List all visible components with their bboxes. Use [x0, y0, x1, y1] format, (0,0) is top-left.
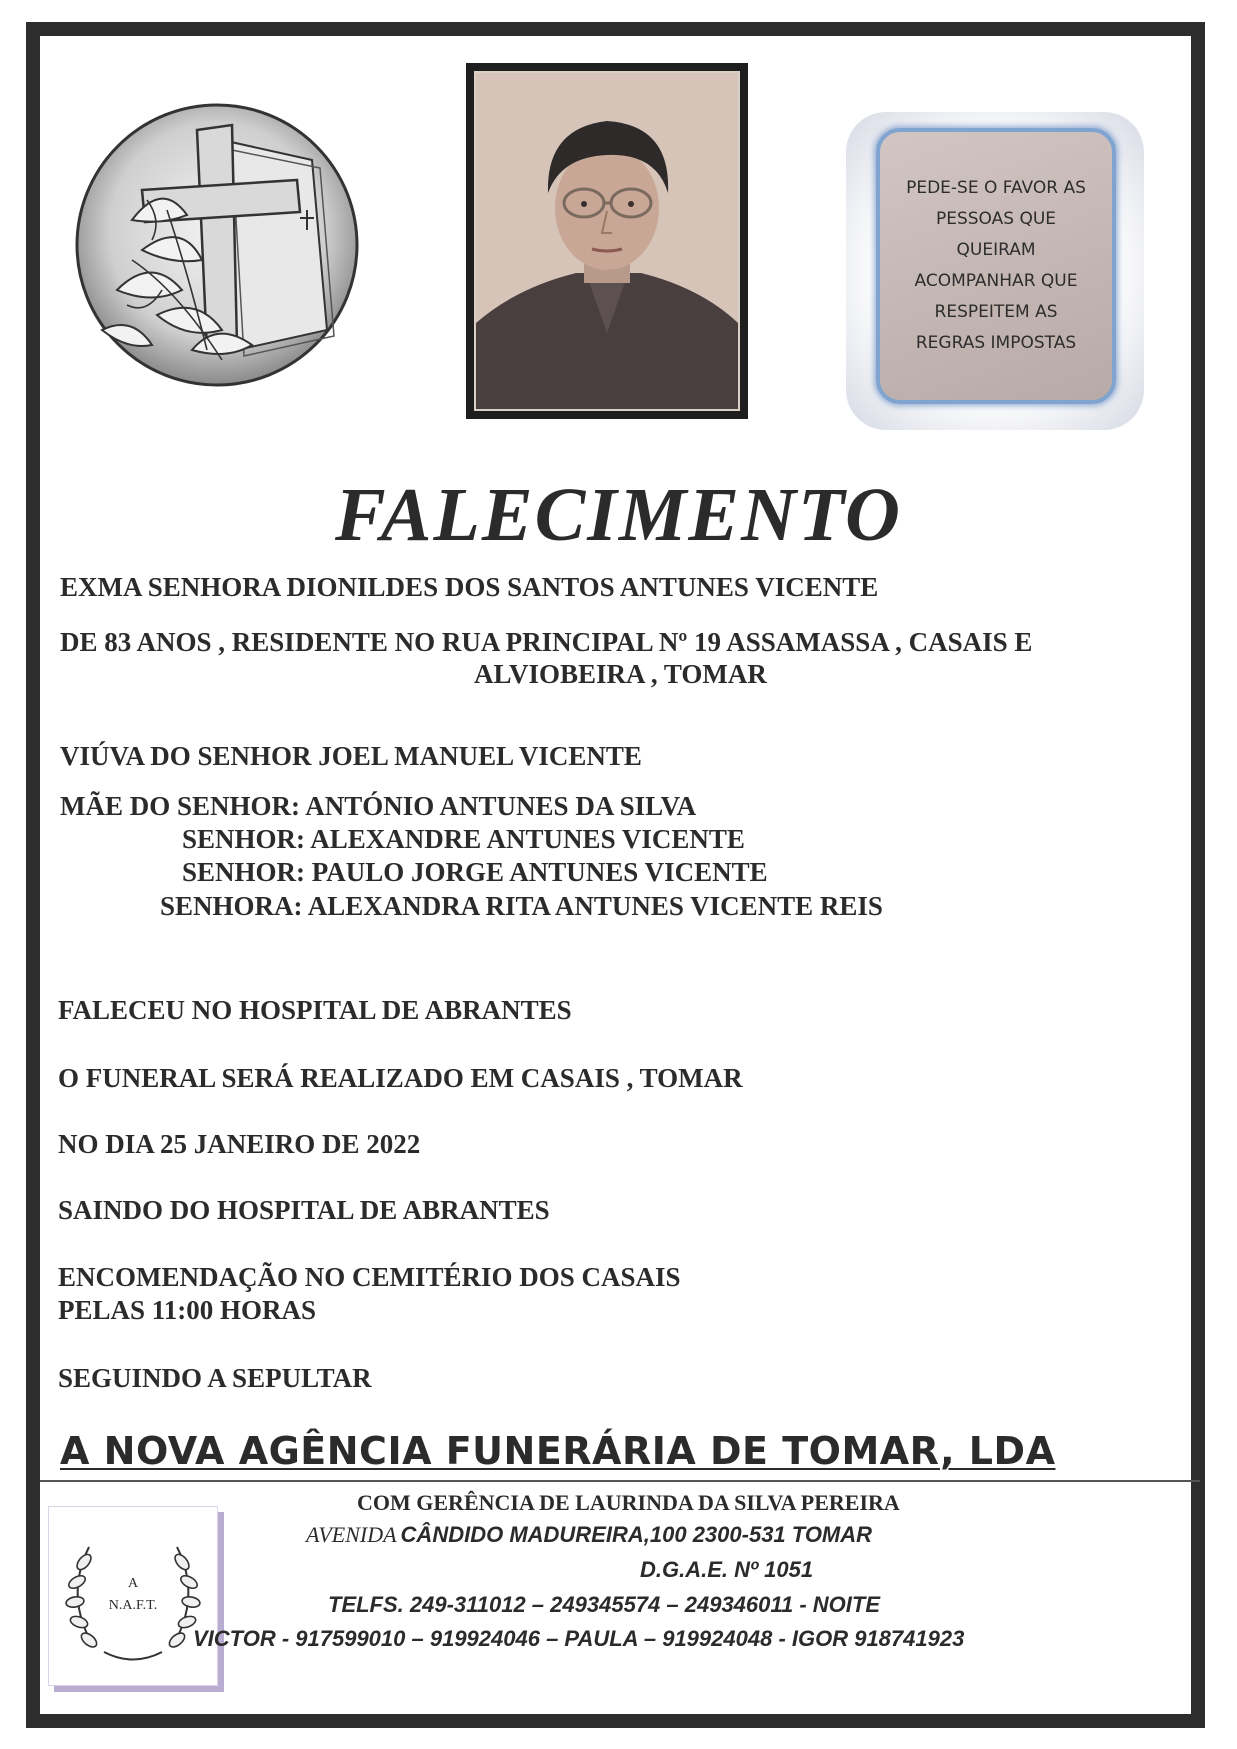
child-line: SENHOR: PAULO JORGE ANTUNES VICENTE — [182, 857, 768, 887]
page-title: FALECIMENTO — [335, 473, 902, 557]
agency-logo — [48, 1506, 218, 1686]
agency-name: A NOVA AGÊNCIA FUNERÁRIA DE TOMAR, LDA — [60, 1429, 1056, 1473]
agency-management: COM GERÊNCIA DE LAURINDA DA SILVA PEREIRA — [357, 1490, 900, 1515]
logo-text: N.A.F.T. — [108, 1598, 158, 1613]
mother-of-line: MÃE DO SENHOR: ANTÓNIO ANTUNES DA SILVA — [60, 791, 697, 821]
divider — [40, 1480, 1200, 1482]
commendation-time: PELAS 11:00 HORAS — [58, 1295, 317, 1325]
commendation: ENCOMENDAÇÃO NO CEMITÉRIO DOS CASAIS — [58, 1262, 681, 1292]
address-text: CÂNDIDO MADUREIRA,100 2300-531 TOMAR — [400, 1522, 873, 1547]
child-line: SENHOR: ALEXANDRE ANTUNES VICENTE — [182, 824, 745, 854]
death-place: FALECEU NO HOSPITAL DE ABRANTES — [58, 995, 572, 1025]
notice-box — [876, 128, 1116, 404]
address-prefix: AVENIDA — [306, 1522, 397, 1547]
widow-line: VIÚVA DO SENHOR JOEL MANUEL VICENTE — [60, 741, 642, 771]
child-line: SENHORA: ALEXANDRA RITA ANTUNES VICENTE REIS — [160, 891, 883, 921]
portrait-photo — [466, 63, 748, 419]
funeral-place: O FUNERAL SERÁ REALIZADO EM CASAIS , TOMAR — [58, 1063, 743, 1093]
laurel-wreath-icon — [49, 1507, 217, 1685]
notice-line: REGRAS IMPOSTAS — [915, 333, 1077, 353]
deceased-residence-cont: ALVIOBEIRA , TOMAR — [474, 659, 767, 689]
burial-line: SEGUINDO A SEPULTAR — [58, 1363, 372, 1393]
logo-letter: A — [127, 1576, 139, 1591]
agency-night-phones: VICTOR - 917599010 – 919924046 – PAULA – 919924048 - IGOR 918741923 — [193, 1626, 965, 1651]
cross-lily-icon — [72, 100, 362, 390]
notice-line: RESPEITEM AS — [934, 302, 1058, 322]
agency-address — [306, 1520, 872, 1553]
notice-line: QUEIRAM — [956, 240, 1036, 260]
agency-phones: TELFS. 249-311012 – 249345574 – 249346011 - NOITE — [328, 1592, 880, 1617]
agency-dgae: D.G.A.E. Nº 1051 — [640, 1557, 814, 1582]
portrait-image — [476, 73, 738, 409]
notice-line: PEDE-SE O FAVOR AS — [906, 178, 1086, 198]
departure-place: SAINDO DO HOSPITAL DE ABRANTES — [58, 1195, 550, 1225]
notice-line: PESSOAS QUE — [935, 209, 1057, 229]
deceased-name: EXMA SENHORA DIONILDES DOS SANTOS ANTUNES VICENTE — [60, 572, 879, 602]
notice-line: ACOMPANHAR QUE — [914, 271, 1078, 291]
funeral-date: NO DIA 25 JANEIRO DE 2022 — [58, 1129, 421, 1159]
deceased-residence: DE 83 ANOS , RESIDENTE NO RUA PRINCIPAL Nº 19 ASSAMASSA , CASAIS E — [60, 627, 1033, 657]
